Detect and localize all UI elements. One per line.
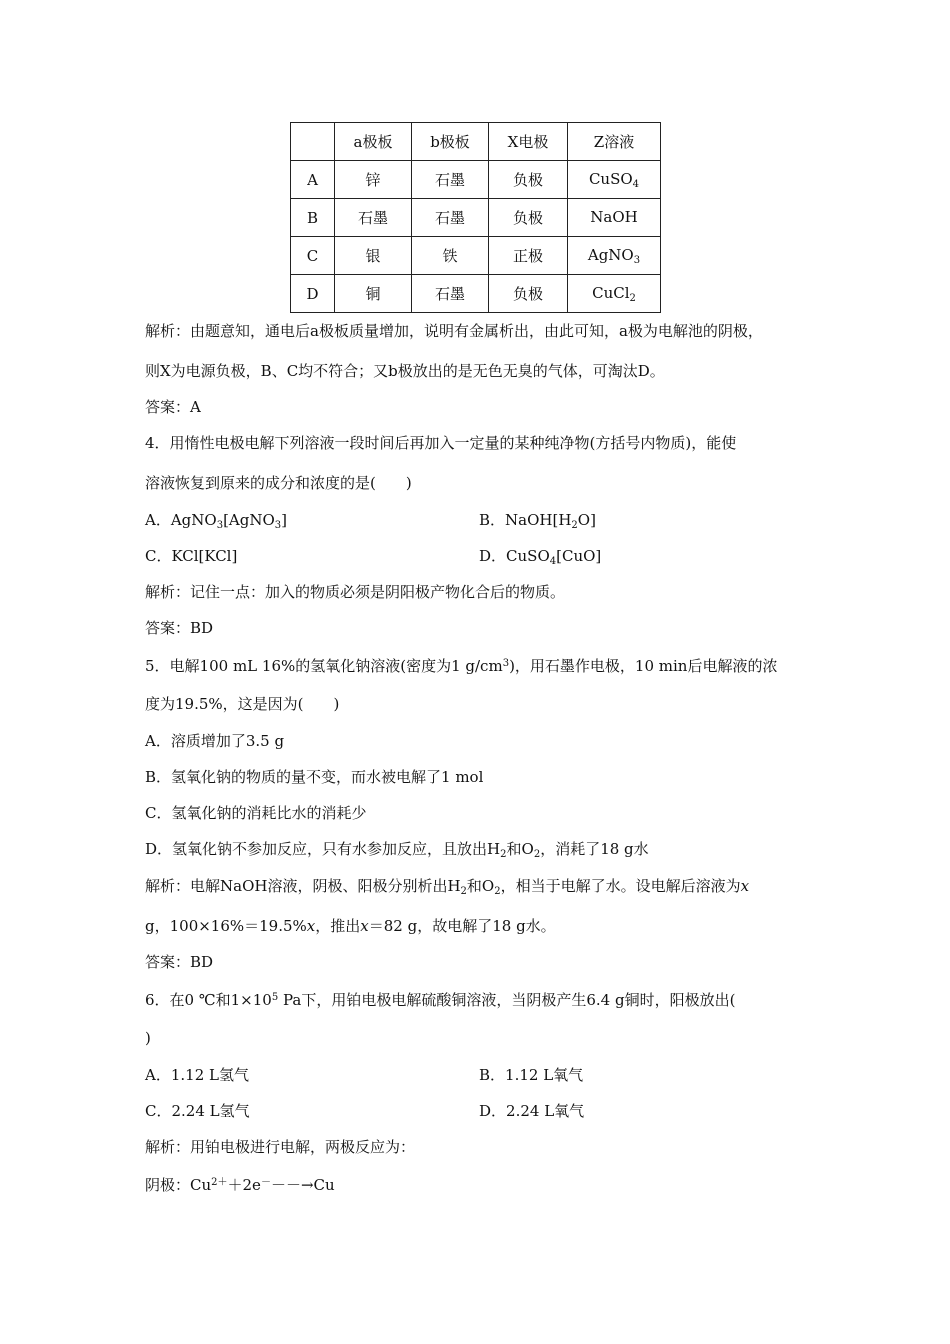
table-cell: 石墨 [412, 275, 489, 313]
q5-option-b: B．氢氧化钠的物质的量不变，而水被电解了1 mol [145, 768, 484, 786]
q4-option-b [479, 510, 596, 536]
table-cell: 正极 [489, 237, 568, 275]
q5-option-a: A．溶质增加了3.5 g [145, 732, 285, 750]
table-cell: 负极 [489, 199, 568, 237]
text: g，100×16%＝19.5% [145, 917, 307, 935]
q6-option-b: B．1.12 L氧气 [479, 1066, 584, 1084]
options-table [290, 122, 661, 313]
table-cell [568, 275, 661, 313]
q4-stem-line-1: 4．用惰性电极电解下列溶液一段时间后再加入一定量的某种纯净物(方括号内物质)，能使 [145, 434, 737, 452]
formula: CuCl [592, 283, 630, 302]
table-cell: C [291, 237, 335, 275]
q4-option-d [479, 546, 601, 572]
q6-cathode-reaction [145, 1173, 335, 1195]
text: D．氢氧化钠不参加反应，只有水参加反应，且放出H [145, 840, 501, 858]
q3-analysis-line-2: 则X为电源负极，B、C均不符合；又b极放出的是无色无臭的气体，可淘汰D。 [145, 362, 665, 380]
table-row [291, 237, 661, 275]
table-cell: B [291, 199, 335, 237]
q5-stem-line-1 [145, 654, 777, 676]
table-cell: 银 [335, 237, 412, 275]
q5-answer: 答案：BD [145, 953, 214, 971]
text: O] [577, 511, 596, 529]
q5-option-c: C．氢氧化钠的消耗比水的消耗少 [145, 804, 367, 822]
text: 阴极：Cu [145, 1176, 212, 1194]
q4-option-c: C．KCl[KCl] [145, 547, 238, 565]
subscript: 2 [533, 849, 541, 860]
superscript: － [260, 1177, 271, 1188]
table-cell: 铁 [412, 237, 489, 275]
subscript: 2 [460, 886, 467, 897]
text: ＝82 g，故电解了18 g水。 [368, 917, 556, 935]
formula: AgNO [587, 245, 634, 264]
subscript: 4 [549, 556, 557, 567]
table-row [291, 199, 661, 237]
text: [AgNO [223, 511, 275, 529]
table-cell: 石墨 [412, 161, 489, 199]
subscript: 3 [216, 520, 224, 531]
superscript: 3 [502, 658, 510, 669]
q6-option-a: A．1.12 L氢气 [145, 1066, 249, 1084]
q6-option-c: C．2.24 L氢气 [145, 1102, 250, 1120]
text: ] [281, 511, 288, 529]
q3-analysis-line-1: 解析：由题意知，通电后a极板质量增加，说明有金属析出，由此可知，a极为电解池的阴极， [145, 322, 763, 340]
q4-analysis: 解析：记住一点：加入的物质必须是阴阳极产物化合后的物质。 [145, 583, 566, 601]
text: B．NaOH[H [479, 511, 572, 529]
table-header: X电极 [489, 123, 568, 161]
subscript: 3 [633, 254, 641, 266]
table-cell: 负极 [489, 275, 568, 313]
text: 解析：电解NaOH溶液，阴极、阳极分别析出H [145, 877, 461, 895]
text: ，推出 [315, 917, 361, 935]
q6-analysis: 解析：用铂电极进行电解，两极反应为： [145, 1138, 416, 1156]
q4-answer: 答案：BD [145, 619, 214, 637]
q6-option-d: D．2.24 L氧气 [479, 1102, 585, 1120]
variable: x [360, 917, 369, 935]
q4-option-a [145, 510, 287, 536]
q5-analysis-line-2 [145, 916, 556, 936]
text: A．AgNO [145, 511, 217, 529]
q5-analysis-line-1 [145, 876, 749, 902]
table-header: a极板 [335, 123, 412, 161]
table-header [291, 123, 335, 161]
table-cell: 石墨 [412, 199, 489, 237]
subscript: 2 [494, 886, 501, 897]
table-row [291, 275, 661, 313]
q5-stem-line-2: 度为19.5%，这是因为( ) [145, 695, 340, 713]
subscript: 4 [632, 178, 640, 190]
table-row [291, 161, 661, 199]
text: [CuO] [556, 547, 602, 565]
q5-option-d [145, 839, 649, 865]
text: ＋2e [227, 1176, 261, 1194]
subscript: 2 [629, 292, 636, 304]
table-cell: A [291, 161, 335, 199]
text: 和O [466, 877, 495, 895]
subscript: 2 [500, 849, 507, 860]
text: ，相当于电解了水。设电解后溶液为 [500, 877, 741, 895]
table-cell: 铜 [335, 275, 412, 313]
table-cell: 石墨 [335, 199, 412, 237]
q6-stem-line-2: ) [145, 1029, 151, 1047]
variable: x [740, 877, 750, 895]
variable: x [306, 917, 316, 935]
formula: NaOH [590, 207, 638, 226]
subscript: 2 [571, 520, 578, 531]
table-cell [568, 237, 661, 275]
table-cell: D [291, 275, 335, 313]
table-header-row [291, 123, 661, 161]
subscript: 3 [274, 520, 282, 531]
table-cell: 负极 [489, 161, 568, 199]
table-header: b极板 [412, 123, 489, 161]
superscript: 2＋ [211, 1177, 228, 1188]
text: Pa下，用铂电极电解硫酸铜溶液，当阴极产生6.4 g铜时，阳极放出( [278, 991, 736, 1009]
text: )，用石墨作电极，10 min后电解液的浓 [509, 657, 778, 675]
text: ，消耗了18 g水 [540, 840, 649, 858]
q6-stem-line-1 [145, 988, 735, 1010]
text: 5．电解100 mL 16%的氢氧化钠溶液(密度为1 g/cm [145, 657, 503, 675]
table-cell: 锌 [335, 161, 412, 199]
table-cell [568, 161, 661, 199]
table-header: Z溶液 [568, 123, 661, 161]
q4-stem-line-2: 溶液恢复到原来的成分和浓度的是( ) [145, 474, 412, 492]
q3-answer: 答案：A [145, 398, 201, 416]
text: 和O [506, 840, 534, 858]
text: 6．在0 ℃和1×10 [145, 991, 272, 1009]
superscript: 5 [271, 992, 279, 1003]
text: D．CuSO [479, 547, 550, 565]
table-cell [568, 199, 661, 237]
formula: CuSO [588, 169, 633, 188]
text: －－→Cu [270, 1176, 335, 1194]
